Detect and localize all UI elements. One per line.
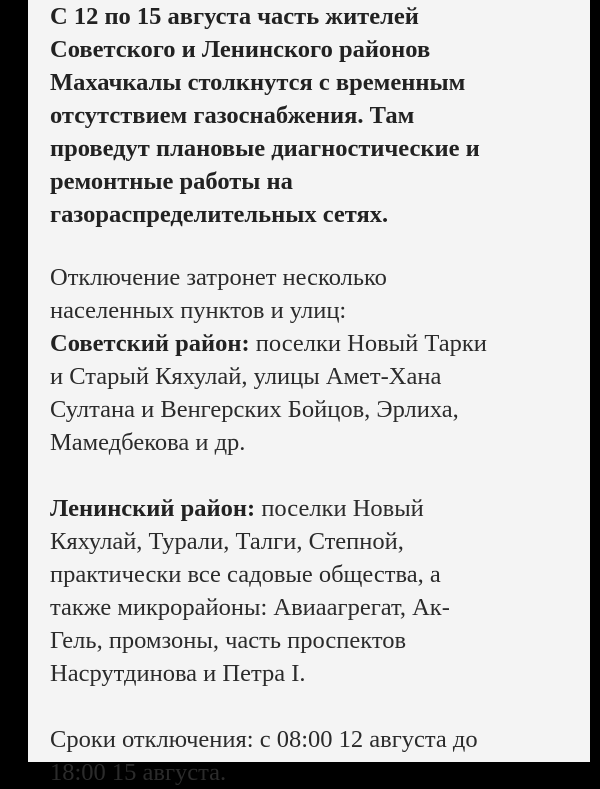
- sovetsky-line: и Старый Кяхулай, улицы Амет-Хана: [50, 363, 442, 390]
- sovetsky-line: Мамедбекова и др.: [50, 429, 246, 456]
- leninsky-first-line-text: поселки Новый: [255, 495, 424, 522]
- intro-line: Отключение затронет несколько: [50, 264, 387, 291]
- deadline-line: Сроки отключения: с 08:00 12 августа до: [50, 726, 478, 753]
- leninsky-line: Гель, промзоны, часть проспектов: [50, 627, 407, 654]
- article-body: [50, 0, 580, 789]
- sovetsky-first-line-text: поселки Новый Тарки: [249, 330, 487, 357]
- paragraph-spacer: [50, 459, 580, 492]
- leninsky-first-line: [50, 492, 580, 525]
- lead-line: Советского и Ленинского районов: [50, 36, 431, 63]
- sovetsky-line: Султана и Венгерских Бойцов, Эрлиха,: [50, 396, 459, 423]
- lead-line: отсутствием газоснабжения. Там: [50, 102, 415, 129]
- deadline-paragraph: [50, 723, 580, 789]
- leninsky-district-label: Ленинский район:: [50, 495, 256, 522]
- leninsky-line: также микрорайоны: Авиаагрегат, Ак-: [50, 594, 450, 621]
- lead-line: ремонтные работы на: [50, 168, 293, 195]
- leninsky-paragraph: [50, 492, 580, 690]
- deadline-line: 18:00 15 августа.: [50, 759, 227, 786]
- article-card: [28, 0, 590, 786]
- sovetsky-first-line: [50, 327, 580, 360]
- intro-line: населенных пунктов и улиц:: [50, 297, 347, 324]
- paragraph-spacer: [50, 690, 580, 723]
- intro-paragraph: [50, 261, 580, 459]
- leninsky-line: Насрутдинова и Петра I.: [50, 660, 306, 687]
- lead-line: проведут плановые диагностические и: [50, 135, 480, 162]
- leninsky-line: Кяхулай, Турали, Талги, Степной,: [50, 528, 404, 555]
- paragraph-spacer: [50, 231, 580, 261]
- lead-line: С 12 по 15 августа часть жителей: [50, 3, 419, 30]
- lead-paragraph: [50, 0, 580, 231]
- lead-line: газораспределительных сетях.: [50, 201, 389, 228]
- leninsky-line: практически все садовые общества, а: [50, 561, 441, 588]
- sovetsky-district-label: Советский район:: [50, 330, 250, 357]
- lead-line: Махачкалы столкнутся с временным: [50, 69, 466, 96]
